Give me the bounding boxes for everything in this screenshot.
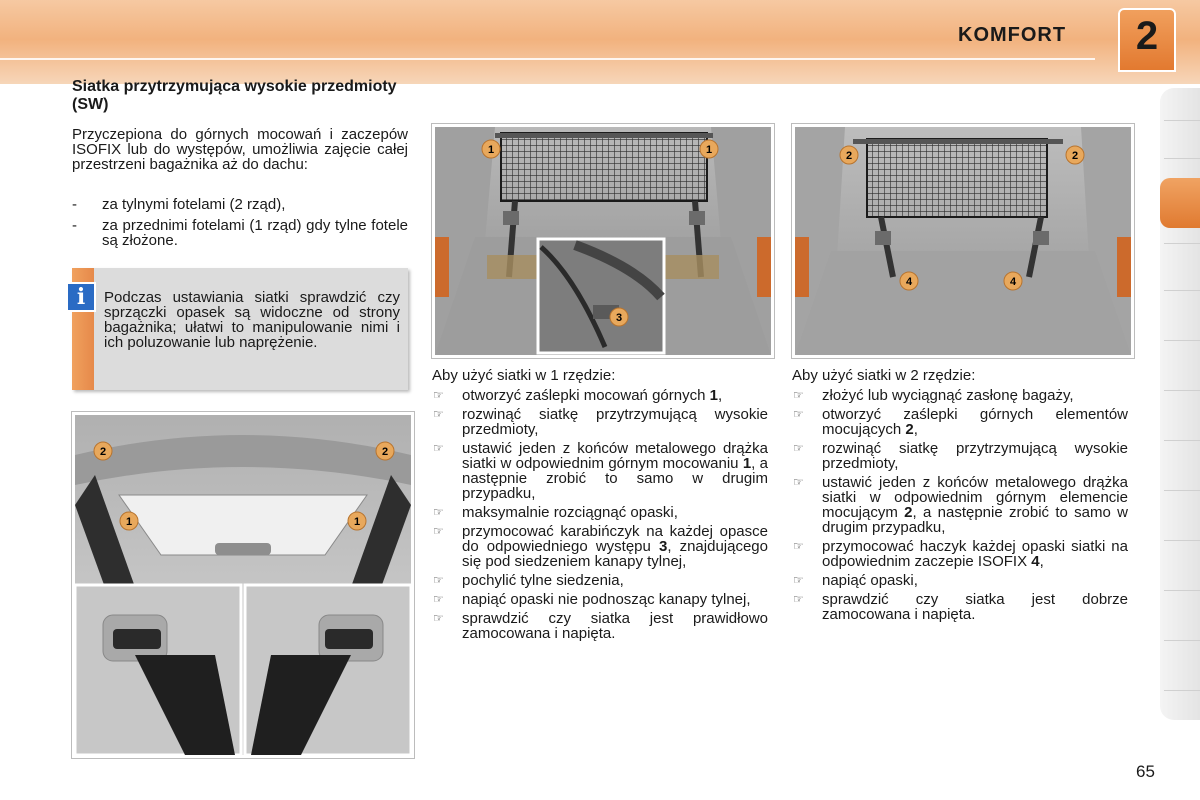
step-text: napiąć opaski, — [822, 572, 918, 589]
figure-row1-net — [432, 124, 774, 358]
pointing-hand-icon: ☞ — [433, 407, 444, 421]
step-text: przymocować karabińczyk na każdej opasce do odpowiedniego występu — [462, 523, 768, 555]
pointing-hand-icon: ☞ — [433, 388, 444, 402]
step-text: , a następnie zrobić to samo w drugim przypadku, — [822, 504, 1128, 536]
callout-4-right — [1004, 272, 1022, 290]
chapter-index-tick[interactable] — [1164, 490, 1200, 491]
row2-steps — [792, 388, 1128, 626]
chapter-index-tick[interactable] — [1164, 340, 1200, 341]
step-item — [792, 475, 1128, 535]
svg-text:2: 2 — [381, 446, 389, 458]
step-item — [432, 524, 768, 569]
chapter-index-tick[interactable] — [1164, 540, 1200, 541]
step-text: ustawić jeden z końców metalowego drążka siatki w odpowiednim górnym mocowaniu — [462, 440, 768, 472]
header-rule — [0, 58, 1095, 60]
callout-4-left — [900, 272, 918, 290]
svg-text:1: 1 — [353, 516, 361, 528]
callout-1-roof-right — [348, 512, 366, 530]
callout-1-left — [482, 140, 500, 158]
step-item — [432, 505, 768, 520]
step-text: przymocować haczyk każdej opaski siatki na odpowiednim zaczepie ISOFIX — [822, 538, 1128, 570]
callout-2-roof-left — [94, 442, 112, 460]
svg-text:1: 1 — [705, 144, 713, 156]
step-reference: 2 — [904, 504, 913, 521]
info-box — [72, 268, 408, 390]
pointing-hand-icon: ☞ — [793, 407, 804, 421]
figure-row2-net — [792, 124, 1134, 358]
step-item — [792, 441, 1128, 471]
option-item: - za przednimi fotelami (1 rząd) gdy tylne fotele są złożone. — [72, 218, 408, 248]
section-title: KOMFORT — [958, 24, 1067, 46]
svg-text:2: 2 — [1071, 150, 1079, 162]
pointing-hand-icon: ☞ — [793, 475, 804, 489]
step-text: napiąć opaski nie podnosząc kanapy tylnej, — [462, 591, 751, 608]
step-text: sprawdzić czy siatka jest prawidłowo zamocowana i napięta. — [462, 610, 768, 642]
chapter-index-tick[interactable] — [1164, 290, 1200, 291]
step-text: , a następnie zrobić to samo w drugim przypadku, — [462, 455, 768, 502]
step-text: maksymalnie rozciągnąć opaski, — [462, 504, 678, 521]
svg-text:1: 1 — [125, 516, 133, 528]
chapter-index-tick[interactable] — [1164, 690, 1200, 691]
step-reference: 4 — [1031, 553, 1040, 570]
row2-title: Aby użyć siatki w 2 rzędzie: — [792, 367, 976, 384]
info-icon: i — [66, 282, 96, 312]
step-item — [792, 539, 1128, 569]
step-item — [792, 407, 1128, 437]
chapter-index-tick[interactable] — [1164, 158, 1200, 159]
pointing-hand-icon: ☞ — [433, 573, 444, 587]
step-text: ustawić jeden z końców metalowego drążka siatki w odpowiednim górnym elemencie mocującym — [822, 474, 1128, 521]
callout-1-right — [700, 140, 718, 158]
step-item — [432, 592, 768, 607]
svg-text:3: 3 — [615, 312, 623, 324]
info-text: Podczas ustawiania siatki sprawdzić czy sprzączki opasek są widoczne od strony bagażnika; ułatwi to manipulowanie nimi i ich poluzowanie lub naprężenie. — [104, 289, 400, 351]
row1-steps — [432, 388, 768, 645]
option-item: - za tylnymi fotelami (2 rząd), — [72, 197, 408, 212]
chapter-index-tick[interactable] — [1164, 243, 1200, 244]
pointing-hand-icon: ☞ — [433, 611, 444, 625]
step-reference: 1 — [709, 387, 718, 404]
step-reference: 3 — [658, 538, 668, 555]
pointing-hand-icon: ☞ — [433, 524, 444, 538]
pointing-hand-icon: ☞ — [793, 539, 804, 553]
svg-text:1: 1 — [487, 144, 495, 156]
pointing-hand-icon: ☞ — [793, 388, 804, 402]
pointing-hand-icon: ☞ — [433, 592, 444, 606]
step-item — [432, 573, 768, 588]
step-item — [792, 592, 1128, 622]
step-item — [432, 388, 768, 403]
options-list — [72, 197, 408, 254]
chapter-index-active[interactable] — [1160, 178, 1200, 228]
svg-text:4: 4 — [905, 276, 913, 288]
step-text: otworzyć zaślepki mocowań górnych — [462, 387, 710, 404]
callout-2-roof-right — [376, 442, 394, 460]
step-item — [432, 407, 768, 437]
step-text: , — [1039, 553, 1044, 570]
step-item — [792, 388, 1128, 403]
svg-text:2: 2 — [99, 446, 107, 458]
step-text: sprawdzić czy siatka jest dobrze zamocowana i napięta. — [822, 591, 1128, 623]
chapter-index-tick[interactable] — [1164, 440, 1200, 441]
row1-title: Aby użyć siatki w 1 rzędzie: — [432, 367, 616, 384]
figure-roof-mounts — [72, 412, 414, 758]
chapter-index-tick[interactable] — [1164, 390, 1200, 391]
pointing-hand-icon: ☞ — [433, 441, 444, 455]
step-item — [432, 441, 768, 501]
pointing-hand-icon: ☞ — [793, 441, 804, 455]
callout-1-roof-left — [120, 512, 138, 530]
pointing-hand-icon: ☞ — [793, 592, 804, 606]
step-text: pochylić tylne siedzenia, — [462, 572, 624, 589]
callout-2-left — [840, 146, 858, 164]
pointing-hand-icon: ☞ — [793, 573, 804, 587]
step-text: , znajdującego się pod siedzeniem kanapy tylnej, — [462, 538, 768, 570]
step-text: złożyć lub wyciągnąć zasłonę bagaży, — [822, 387, 1074, 404]
svg-text:4: 4 — [1009, 276, 1017, 288]
page-number: 65 — [1136, 762, 1155, 781]
chapter-index-tick[interactable] — [1164, 120, 1200, 121]
step-reference: 2 — [905, 421, 914, 438]
chapter-number: 2 — [1135, 14, 1159, 58]
callout-3 — [610, 308, 628, 326]
step-text: , — [913, 421, 918, 438]
chapter-index-tick[interactable] — [1164, 640, 1200, 641]
step-text: otworzyć zaślepki górnych elementów mocujących — [822, 406, 1128, 438]
callout-2-right — [1066, 146, 1084, 164]
pointing-hand-icon: ☞ — [433, 505, 444, 519]
step-text: rozwinąć siatkę przytrzymującą wysokie przedmioty, — [822, 440, 1128, 472]
step-text: rozwinąć siatkę przytrzymującą wysokie przedmioty, — [462, 406, 768, 438]
chapter-index-tick[interactable] — [1164, 590, 1200, 591]
svg-text:2: 2 — [845, 150, 853, 162]
step-text: , — [717, 387, 723, 404]
section-heading: Siatka przytrzymująca wysokie przedmioty (SW) — [72, 78, 397, 113]
step-reference: 1 — [742, 455, 752, 472]
step-item — [432, 611, 768, 641]
step-item — [792, 573, 1128, 588]
intro-paragraph: Przyczepiona do górnych mocowań i zaczepów ISOFIX lub do występów, umożliwia zajęcie całej przestrzeni bagażnika aż do dachu: — [72, 126, 408, 173]
